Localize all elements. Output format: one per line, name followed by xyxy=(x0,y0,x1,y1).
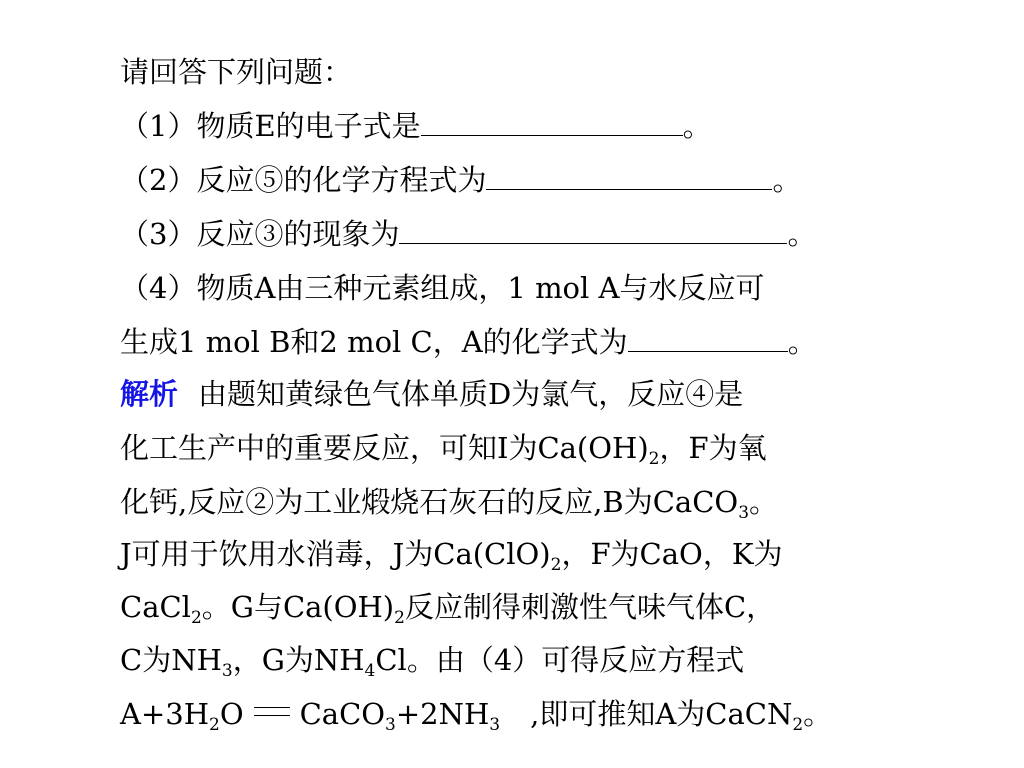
analysis-line-4: J可用于饮用水消毒，J为$Ca(ClO)_2$，F为CaO，K为 xyxy=(120,537,783,575)
analysis-line-6: C为$NH_3$，G为$NH_4Cl$。由（4）可得反应方程式 xyxy=(120,643,745,681)
question-1: （1）物质E的电子式是 。 xyxy=(120,109,712,143)
question-3: （3）反应③的现象为 。 xyxy=(120,217,817,251)
analysis-line-5: CaCl$_2$。G与$Ca(OH)_2$反应制得刺激性气味气体C， xyxy=(120,590,776,628)
analysis-line-7: $A+3H_2O$ $CaCO_3+2NH_3$ ,即可推知A为CaCN$_2$。 xyxy=(120,697,833,735)
analysis-line-1: 解析 由题知黄绿色气体单质D为氯气，反应④是 xyxy=(120,377,744,411)
question-2: （2）反应⑤的化学方程式为 。 xyxy=(120,163,802,197)
question-4-line1: （4）物质A由三种元素组成，1 mol A与水反应可 xyxy=(120,271,765,305)
analysis-line-3: 化钙,反应②为工业煅烧石灰石的反应,B为CaCO$_3$。 xyxy=(120,485,779,523)
answer-blank-1[interactable] xyxy=(421,107,683,136)
answer-blank-4[interactable] xyxy=(628,323,788,352)
answer-blank-3[interactable] xyxy=(399,215,787,244)
question-intro: 请回答下列问题： xyxy=(120,55,353,89)
analysis-label: 解析 xyxy=(120,377,179,411)
analysis-line-2: 化工生产中的重要反应，可知I为$Ca(OH)_2$，F为氧 xyxy=(120,431,767,469)
equals-sign xyxy=(254,707,290,716)
question-4-line2: 生成1 mol B和2 mol C，A的化学式为 。 xyxy=(120,325,817,359)
answer-blank-2[interactable] xyxy=(486,161,772,190)
